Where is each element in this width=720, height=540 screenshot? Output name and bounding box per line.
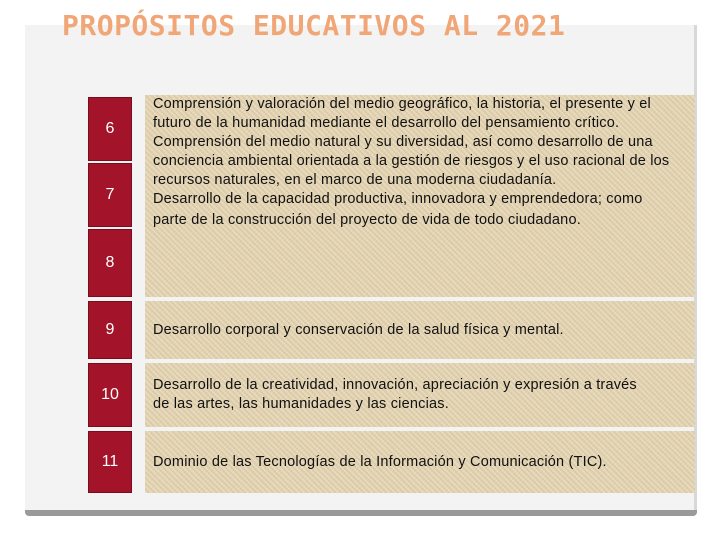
row-number-11 xyxy=(88,431,132,493)
row-number-label: 9 xyxy=(105,321,115,338)
purpose-text-6: Comprensión y valoración del medio geográfico, la historia, el presente y el futuro de la humanidad mediante el desarrollo del pensamiento crítico. xyxy=(153,96,651,131)
purpose-text-10-line1: Desarrollo de la creatividad, innovación, apreciación y expresión a través xyxy=(153,377,637,393)
row-number-label: 6 xyxy=(105,120,115,137)
purpose-text-11: Dominio de las Tecnologías de la Información y Comunicación (TIC). xyxy=(153,453,607,470)
purpose-text-9: Desarrollo corporal y conservación de la salud física y mental. xyxy=(153,321,564,338)
frame-bottom-edge xyxy=(25,510,697,516)
row-number-label: 8 xyxy=(105,254,115,271)
row-number-6 xyxy=(88,97,132,161)
purpose-text-8-line1: Desarrollo de la capacidad productiva, innovadora y emprendedora; como xyxy=(153,191,643,207)
page-title: PROPÓSITOS EDUCATIVOS AL 2021 xyxy=(62,9,566,42)
row-number-label: 7 xyxy=(105,186,115,203)
purposes-block-6-8 xyxy=(145,95,695,297)
row-number-label: 10 xyxy=(101,386,119,403)
purpose-text-7: Comprensión del medio natural y su diversidad, así como desarrollo de una conciencia ambiental orientada a la gestión de riesgos y el uso racional de los recursos naturales, en el marco de una moderna ciudadanía. xyxy=(153,134,670,188)
row-number-9 xyxy=(88,301,132,359)
row-number-10 xyxy=(88,363,132,427)
purpose-cell-9 xyxy=(145,301,695,359)
purpose-cell-10 xyxy=(145,363,695,427)
purpose-text-8-line2: parte de la construcción del proyecto de vida de todo ciudadano. xyxy=(153,212,581,228)
row-number-label: 11 xyxy=(101,453,119,470)
purpose-text-10-line2: de las artes, las humanidades y las ciencias. xyxy=(153,396,449,412)
row-number-7 xyxy=(88,163,132,227)
row-number-8 xyxy=(88,229,132,297)
purpose-cell-11 xyxy=(145,431,695,493)
